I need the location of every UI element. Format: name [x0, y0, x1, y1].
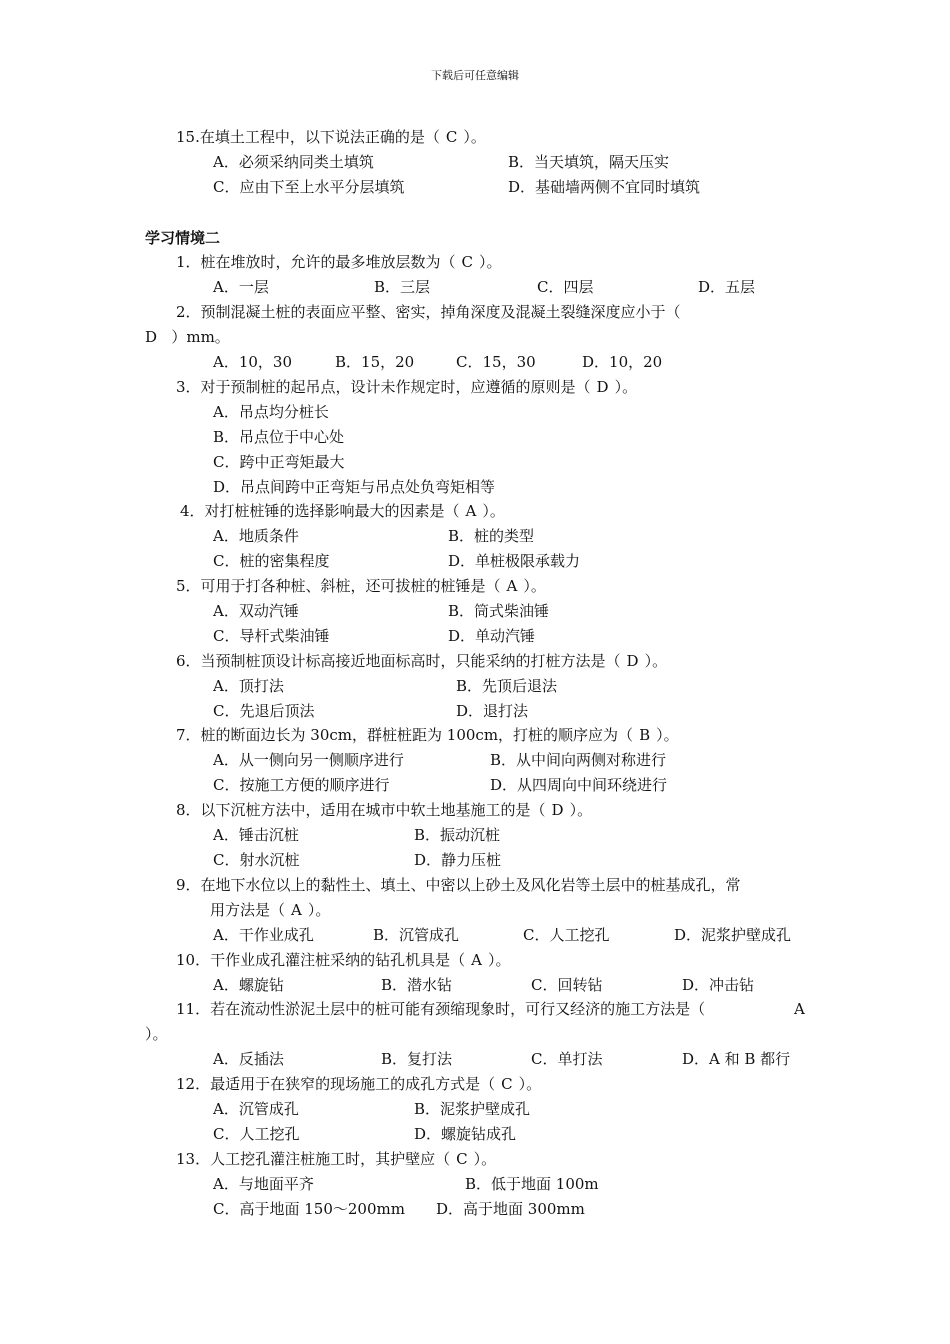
option-d: D．退打法 [456, 702, 529, 720]
option-c: C．按施工方便的顺序进行 [213, 776, 390, 794]
option-d: D．泥浆护壁成孔 [674, 926, 792, 944]
option-c: C．跨中正弯矩最大 [213, 453, 345, 471]
option-c: C．15，30 [456, 353, 536, 371]
question-end: ）。 [307, 901, 331, 919]
section-title: 学习情境二 [145, 229, 221, 247]
answer: C [461, 253, 474, 271]
option-d: D．单桩极限承载力 [448, 552, 581, 570]
option-d: D．吊点间跨中正弯矩与吊点处负弯矩相等 [213, 478, 496, 496]
question-9-stem-cont [210, 900, 330, 920]
question-end: ）mm。 [171, 328, 230, 346]
answer: A [465, 502, 477, 520]
option-b: B．三层 [374, 278, 431, 296]
option-b: B．沉管成孔 [373, 926, 460, 944]
option-d: D．高于地面 300mm [436, 1200, 585, 1218]
option-b: B．从中间向两侧对称进行 [490, 751, 667, 769]
option-a: A．沉管成孔 [213, 1100, 299, 1118]
option-b: B．当天填筑，隔天压实 [508, 153, 670, 171]
question-end: ）。 [145, 1025, 168, 1043]
question-1 [176, 252, 502, 272]
option-c: C．高于地面 150～200mm [213, 1200, 405, 1218]
option-d: D．10，20 [582, 353, 663, 371]
option-d: D．基础墙两侧不宜同时填筑 [508, 178, 701, 196]
question-stem: 7．桩的断面边长为 30cm，群桩桩距为 100cm，打桩的顺序应为（ [176, 726, 634, 744]
question-end: ）。 [614, 378, 638, 396]
question-4 [180, 501, 505, 521]
question-end: ）。 [518, 1075, 542, 1093]
question-10 [176, 950, 510, 970]
option-b: B．先顶后退法 [456, 677, 558, 695]
question-end: ）。 [473, 1150, 497, 1168]
answer: A [471, 951, 482, 969]
answer: A [291, 901, 302, 919]
question-11 [176, 999, 705, 1019]
question-15 [176, 127, 486, 147]
option-a: A．与地面平齐 [213, 1175, 314, 1193]
question-9-stem: 9．在地下水位以上的黏性土、填土、中密以上砂土及风化岩等土层中的桩基成孔，常 [176, 876, 741, 894]
question-5 [176, 576, 546, 596]
option-b: B．15，20 [335, 353, 415, 371]
question-2-stem: 2．预制混凝土桩的表面应平整、密实，掉角深度及混凝土裂缝深度应小于（ [176, 303, 681, 321]
option-b: B．泥浆护壁成孔 [414, 1100, 531, 1118]
option-a: A．锤击沉桩 [213, 826, 299, 844]
question-3 [176, 377, 637, 397]
option-c: C．导杆式柴油锤 [213, 627, 330, 645]
question-stem: 15.在填土工程中，以下说法正确的是（ [176, 128, 440, 146]
question-stem: 3．对于预制桩的起吊点，设计未作规定时，应遵循的原则是（ [176, 378, 591, 396]
question-end: ）。 [487, 951, 511, 969]
option-a: A．地质条件 [213, 527, 299, 545]
option-c: C．单打法 [531, 1050, 603, 1068]
option-a: A．10，30 [213, 353, 293, 371]
option-a: A．从一侧向另一侧顺序进行 [213, 751, 404, 769]
question-8 [176, 800, 592, 820]
option-c: C．应由下至上水平分层填筑 [213, 178, 405, 196]
option-c: C．先退后顶法 [213, 702, 315, 720]
option-d: D．单动汽锤 [448, 627, 536, 645]
question-stem: 12．最适用于在狭窄的现场施工的成孔方式是（ [176, 1075, 496, 1093]
option-a: A．双动汽锤 [213, 602, 299, 620]
question-12 [176, 1074, 541, 1094]
question-2-answer-line [145, 327, 230, 347]
option-b: B．潜水钻 [381, 976, 453, 994]
option-c: C．人工挖孔 [213, 1125, 300, 1143]
option-a: A．螺旋钻 [213, 976, 284, 994]
question-end: ）。 [569, 801, 593, 819]
question-end: ）。 [656, 726, 679, 744]
question-end: ）。 [523, 577, 546, 595]
option-b: B．复打法 [381, 1050, 453, 1068]
option-c: C．四层 [537, 278, 594, 296]
question-stem: 8．以下沉桩方法中，适用在城市中软土地基施工的是（ [176, 801, 546, 819]
option-c: C．射水沉桩 [213, 851, 300, 869]
option-b: B．振动沉桩 [414, 826, 501, 844]
question-stem: 11．若在流动性淤泥土层中的桩可能有颈缩现象时，可行又经济的施工方法是（ [176, 1000, 706, 1018]
answer: D [551, 801, 564, 819]
answer: C [456, 1150, 468, 1168]
answer: C [501, 1075, 513, 1093]
question-stem: 6．当预制桩顶设计标高接近地面标高时，只能采纳的打桩方法是（ [176, 652, 621, 670]
question-13 [176, 1149, 496, 1169]
option-b: B．低于地面 100m [465, 1175, 599, 1193]
question-stem: 13．人工挖孔灌注桩施工时，其护壁应（ [176, 1150, 451, 1168]
question-stem: 5．可用于打各种桩、斜桩，还可拔桩的桩锤是（ [176, 577, 501, 595]
answer: D [596, 378, 609, 396]
question-end: ）。 [463, 128, 486, 146]
option-c: C．人工挖孔 [523, 926, 610, 944]
option-b: B．桩的类型 [448, 527, 535, 545]
option-d: D．A 和 B 都行 [682, 1050, 791, 1068]
question-end: ）。 [482, 502, 505, 520]
question-end: ）。 [479, 253, 502, 271]
question-6 [176, 651, 667, 671]
option-d: D．冲击钻 [682, 976, 755, 994]
option-a: A．顶打法 [213, 677, 284, 695]
option-d: D．静力压桩 [414, 851, 502, 869]
option-a: A．干作业成孔 [213, 926, 314, 944]
question-end: ）。 [644, 652, 668, 670]
option-b: B．筒式柴油锤 [448, 602, 550, 620]
answer: D [145, 328, 158, 346]
page-header: 下载后可任意编辑 [431, 69, 519, 82]
option-a: A．必须采纳同类土填筑 [213, 153, 374, 171]
option-c: C．桩的密集程度 [213, 552, 330, 570]
answer: C [445, 128, 458, 146]
answer: A [794, 1000, 805, 1018]
option-d: D．从四周向中间环绕进行 [490, 776, 668, 794]
answer: D [626, 652, 639, 670]
option-a: A．一层 [213, 278, 269, 296]
question-7 [176, 725, 679, 745]
question-stem: 4．对打桩桩锤的选择影响最大的因素是（ [180, 502, 460, 520]
question-stem: 10．干作业成孔灌注桩采纳的钻孔机具是（ [176, 951, 466, 969]
question-stem: 1．桩在堆放时，允许的最多堆放层数为（ [176, 253, 456, 271]
answer: A [506, 577, 518, 595]
option-d: D．五层 [698, 278, 756, 296]
option-d: D．螺旋钻成孔 [414, 1125, 517, 1143]
option-b: B．吊点位于中心处 [213, 428, 345, 446]
question-stem: 用方法是（ [210, 901, 286, 919]
option-a: A．吊点均分桩长 [213, 403, 329, 421]
option-c: C．回转钻 [531, 976, 603, 994]
answer: B [639, 726, 651, 744]
option-a: A．反插法 [213, 1050, 284, 1068]
